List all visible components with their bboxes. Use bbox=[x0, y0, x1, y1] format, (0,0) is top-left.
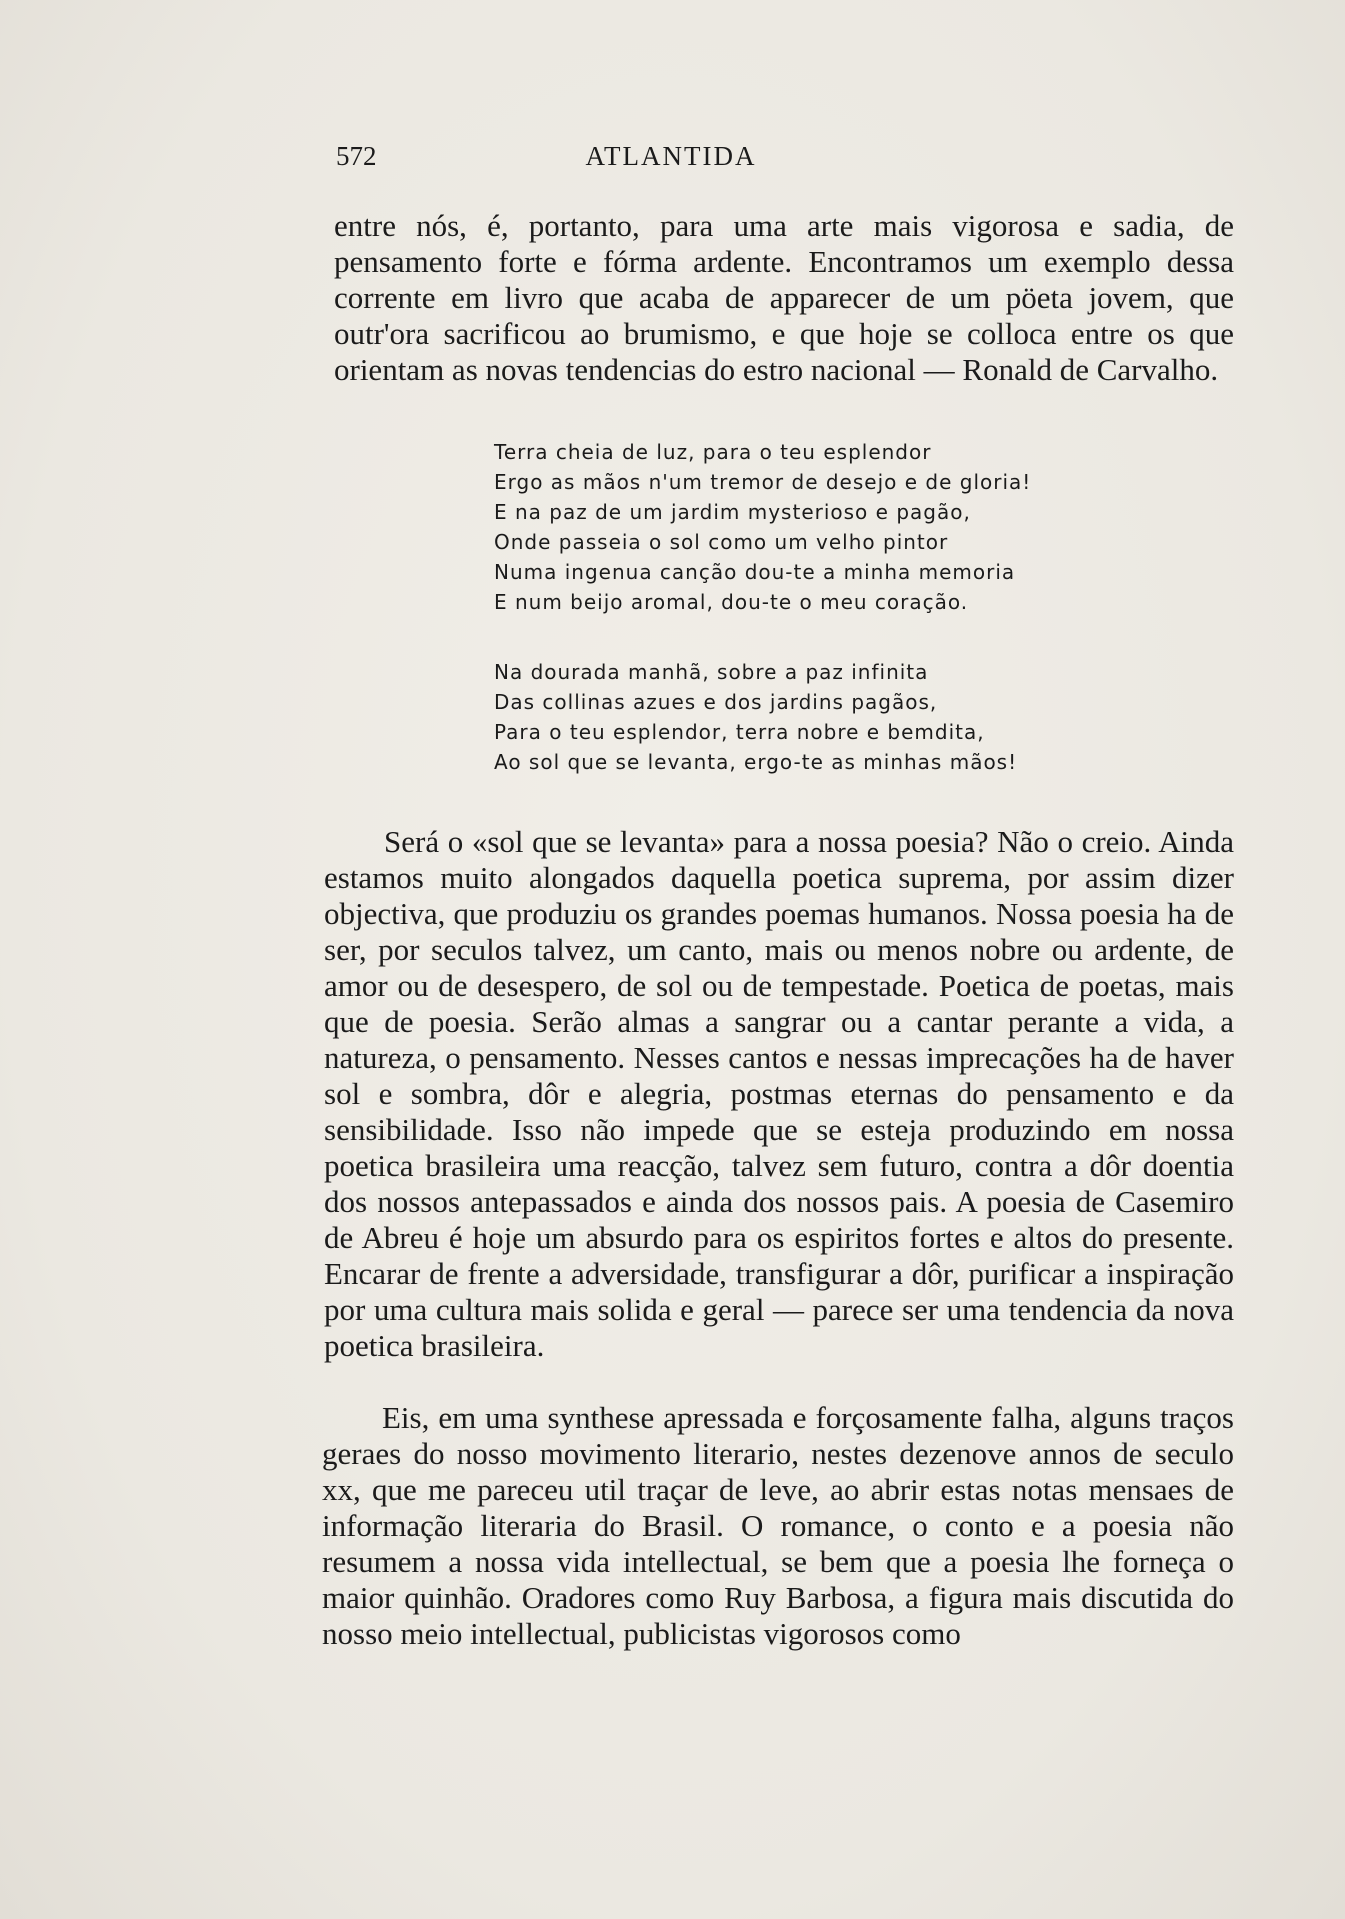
poem-verse: Para o teu esplendor, terra nobre e bemdita, bbox=[494, 720, 985, 744]
page-header bbox=[336, 136, 1006, 176]
paragraph: entre nós, é, portanto, para uma arte mais vigorosa e sadia, de pensamento forte e fórma ardente. Encontramos um exemplo dessa corrente em livro que acaba de apparecer de um pöeta jovem, que outr'ora sacrificou ao brumismo, e que hoje se colloca entre os que orientam as novas tendencias do estro nacional — Ronald de Carvalho. bbox=[334, 208, 1234, 387]
poem-stanza bbox=[494, 657, 1017, 777]
paragraph: Será o «sol que se levanta» para a nossa poesia? Não o creio. Ainda estamos muito alongados daquella poetica suprema, por assim dizer objectiva, que produziu os grandes poemas humanos. Nossa poesia ha de ser, por seculos talvez, um canto, mais ou menos nobre ou ardente, de amor ou de desespero, de sol ou de tempestade. Poetica de poetas, mais que de poesia. Serão almas a sangrar ou a cantar perante a vida, a natureza, o pensamento. Nesses cantos e nessas imprecações ha de haver sol e sombra, dôr e alegria, postmas eternas do pensamento e da sensibilidade. Isso não impede que se esteja produzindo em nossa poetica brasileira uma reacção, talvez sem futuro, contra a dôr doentia dos nossos antepassados e ainda dos nossos pais. A poesia de Casemiro de Abreu é hoje um absurdo para os espiritos fortes e altos do presente. Encarar de frente a adversidade, transfigurar a dôr, purificar a inspiração por uma cultura mais solida e geral — parece ser uma tendencia da nova poetica brasileira. bbox=[324, 824, 1234, 1363]
poem-verse: Onde passeia o sol como um velho pintor bbox=[494, 530, 949, 554]
paragraph: Eis, em uma synthese apressada e forçosamente falha, alguns traços geraes do nosso movimento literario, nestes dezenove annos de seculo xx, que me pareceu util traçar de leve, ao abrir estas notas mensaes de informação literaria do Brasil. O romance, o conto e a poesia não resumem a nossa vida intellectual, se bem que a poesia lhe forneça o maior quinhão. Oradores como Ruy Barbosa, a figura mais discutida do nosso meio intellectual, publicistas vigorosos como bbox=[322, 1400, 1234, 1651]
poem-verse: Ergo as mãos n'um tremor de desejo e de gloria! bbox=[494, 470, 1032, 494]
poem-verse: Numa ingenua canção dou-te a minha memoria bbox=[494, 560, 1016, 584]
poem-stanza bbox=[494, 437, 1031, 617]
poem-verse: E na paz de um jardim mysterioso e pagão, bbox=[494, 500, 971, 524]
poem-verse: Na dourada manhã, sobre a paz infinita bbox=[494, 660, 929, 684]
poem-verse: Terra cheia de luz, para o teu esplendor bbox=[494, 440, 932, 464]
poem-verse: Das collinas azues e dos jardins pagãos, bbox=[494, 690, 938, 714]
poem-verse: Ao sol que se levanta, ergo-te as minhas mãos! bbox=[494, 750, 1018, 774]
poem-verse: E num beijo aromal, dou-te o meu coração. bbox=[494, 590, 969, 614]
page-number: 572 bbox=[336, 141, 377, 171]
running-title: ATLANTIDA bbox=[585, 141, 757, 171]
